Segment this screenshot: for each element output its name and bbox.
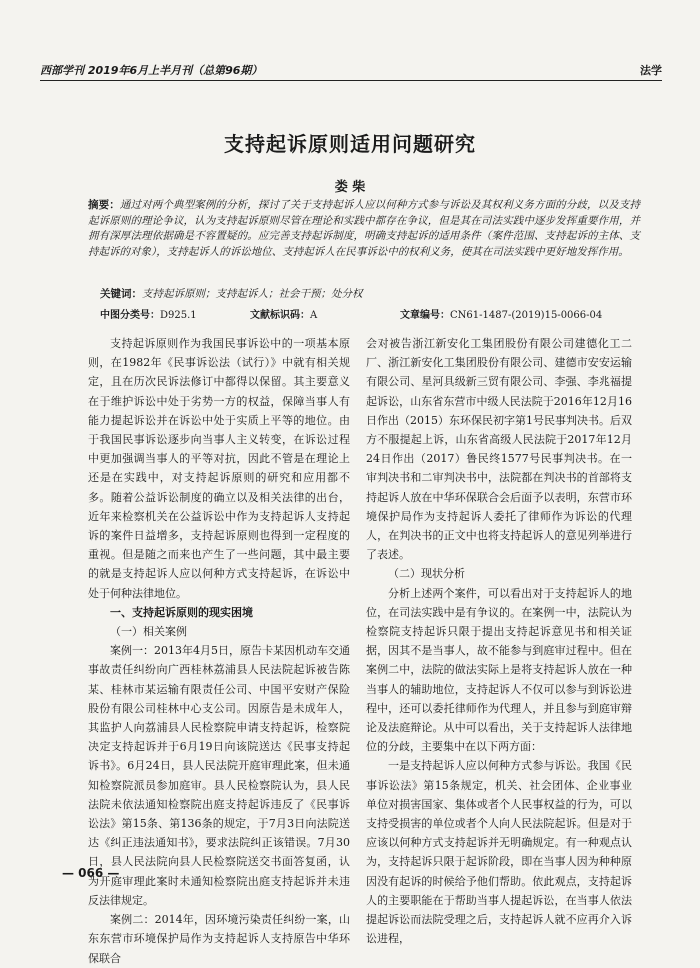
id-label: 文章编号： [400, 310, 450, 321]
clc-number [100, 306, 197, 321]
doc-code [250, 306, 317, 321]
intro-paragraph: 支持起诉原则作为我国民事诉讼中的一项基本原则，在1982年《民事诉讼法（试行）》中就有相关规定，且在历次民诉法修订中都得以保留。其主要意义在于维护诉讼中处于劣势一方的权益，保障当事人有能力提起诉讼并在诉讼中处于实质上平等的地位。由于我国民事诉讼逐步向当事人主义转变，在诉讼过程中更加强调当事人的平等对抗，因此不管是在理论上还是在实践中，对支持起诉原则的研究和应用都不多。随着公益诉讼制度的确立以及相关法律的出台，近年来检察机关在公益诉讼中作为支持起诉人支持起诉的案件日益增多，支持起诉原则也得到一定程度的重视。但是随之而来也产生了一些问题，其中最主要的就是支持起诉人应以何种方式支持起诉，在诉讼中处于何种法律地位。 [88, 337, 350, 600]
article-author: 娄 柴 [334, 180, 366, 195]
running-head-section: 法学 [640, 64, 662, 77]
right-column [366, 334, 632, 949]
subsection-heading: （一）相关案例 [110, 625, 187, 639]
subsection-heading-analysis: （二）现状分析 [388, 567, 465, 581]
abstract-text: 通过对两个典型案例的分析，探讨了关于支持起诉人应以何种方式参与诉讼及其权利义务方面的分歧，以及支持起诉原则的理论争议，认为支持起诉原则尽管在理论和实践中都存在争议，但是其在司法实践中逐步发挥重要作用，并拥有深厚法理依据确是不容置疑的。应完善支持起诉制度，明确支持起诉的适用条件（案件范围、支持起诉的主体、支持起诉的对象），支持起诉人的诉讼地位、支持起诉人在民事诉讼中的权利义务，使其在司法实践中更好地发挥作用。 [88, 199, 641, 258]
clc-value: D925.1 [160, 310, 197, 321]
case-two-paragraph: 案例二：2014年，因环境污染责任纠纷一案，山东东营市环境保护局作为支持起诉人支持原告中华环保联合 [88, 913, 350, 965]
keywords-text: 支持起诉原则；支持起诉人；社会干预；处分权 [142, 288, 363, 300]
clc-label: 中图分类号： [100, 310, 160, 321]
article-title: 支持起诉原则适用问题研究 [224, 132, 476, 156]
section-heading: 一、支持起诉原则的现实困境 [110, 605, 253, 619]
id-value: CN61-1487-(2019)15-0066-04 [450, 310, 603, 321]
doc-label: 文献标识码： [250, 310, 310, 321]
keywords [100, 286, 640, 301]
left-column [88, 334, 350, 968]
running-head [40, 62, 662, 78]
keywords-label: 关键词： [100, 288, 142, 300]
header-rule [40, 80, 662, 81]
case-two-continued: 会对被告浙江新安化工集团股份有限公司建德化工二厂、浙江新安化工集团股份有限公司、建德市安安运输有限公司、星河具级新三贸有限公司、李强、李兆福提起诉讼，山东省东营市中级人民法院于2016年12月16日作出（2015）东环保民初字第1号民事判决书。后双方不服提起上诉，山东省高级人民法院于2017年12月24日作出（2017）鲁民终1577号民事判决书。在一审判决书和二审判决书中，法院都在判决书的首部将支持起诉人放在中华环保联合会后面予以表明，东营市环境保护局作为支持起诉人委托了律师作为诉讼的代理人，在判决书的正文中也将支持起诉人的意见列举进行了表述。 [366, 337, 632, 562]
analysis-paragraph: 分析上述两个案件，可以看出对于支持起诉人的地位，在司法实践中是有争议的。在案例一中，法院认为检察院支持起诉只限于提出支持起诉意见书和相关证据，因其不是当事人，故不能参与到庭审过程中。但在案例二中，法院的做法实际上是将支持起诉人放在一种当事人的辅助地位，支持起诉人不仅可以参与到诉讼进程中，还可以委托律师作为代理人，并且参与到庭审辩论及法庭辩论。从中可以看出，关于支持起诉人法律地位的分歧，主要集中在以下两方面： [366, 586, 632, 754]
case-one-paragraph: 案例一：2013年4月5日，原告卡某因机动车交通事故责任纠纷向广西桂林荔浦县人民法院起诉被告陈某、桂林市某运输有限责任公司、中国平安财产保险股份有限公司桂林中心支公司。因原告是未成年人，其监护人向荔浦县人民检察院申请支持起诉，检察院决定支持起诉并于6月19日向该院送达《民事支持起诉书》。6月24日，县人民法院开庭审理此案，但未通知检察院派员参加庭审。县人民检察院认为，县人民法院未依法通知检察院出庭支持起诉违反了《民事诉讼法》第15条、第136条的规定，于7月3日向法院送达《纠正违法通知书》，要求法院纠正该错误。7月30日，县人民法院向县人民检察院送交书面答复函，认为开庭审理此案时未通知检察院出庭支持起诉并未违反法律规定。 [88, 644, 350, 907]
abstract [88, 198, 640, 260]
abstract-label: 摘要： [88, 199, 120, 211]
article-number [400, 306, 602, 321]
page-number: — 066 — [62, 866, 120, 880]
running-head-journal: 西部学刊 2019年6月上半月刊（总第96期） [40, 64, 263, 77]
first-point-paragraph: 一是支持起诉人应以何种方式参与诉讼。我国《民事诉讼法》第15条规定，机关、社会团体、企业事业单位对损害国家、集体或者个人民事权益的行为，可以支持受损害的单位或者个人向人民法院起诉。但是对于应该以何种方式支持起诉并无明确规定。有一种观点认为，支持起诉只限于起诉阶段，即在当事人因为种种原因没有起诉的时候给予他们帮助。依此观点，支持起诉人的主要职能在于帮助当事人提起诉讼，在当事人依法提起诉讼而法院受理之后，支持起诉人就不应再介入诉讼进程， [366, 759, 632, 946]
classification-line [100, 306, 640, 320]
doc-value: A [310, 310, 318, 321]
